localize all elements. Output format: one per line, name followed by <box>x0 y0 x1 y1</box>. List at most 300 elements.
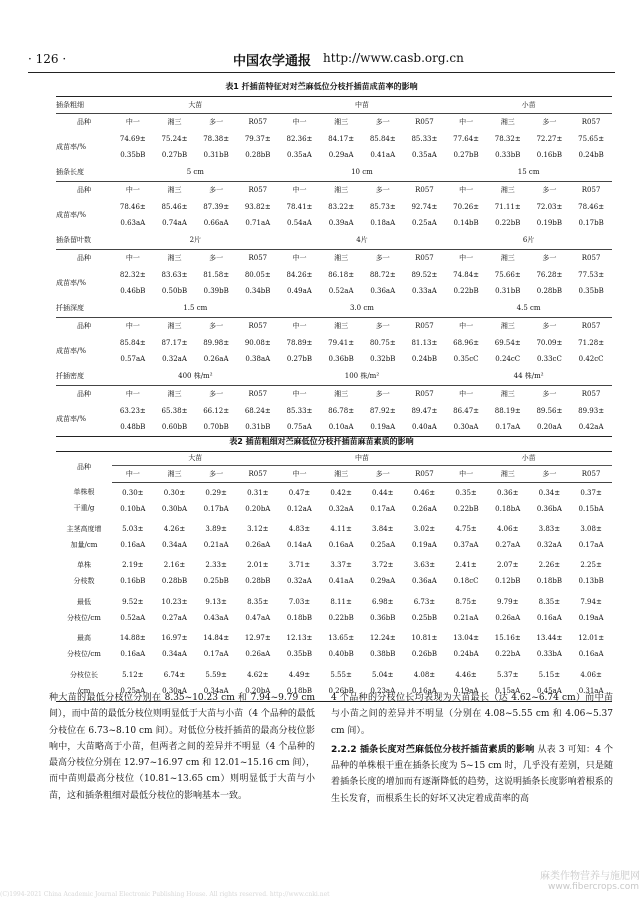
row-label-line: 分枝位/cm <box>67 650 101 659</box>
sd-value: 0.34bB <box>245 287 271 295</box>
section-heading: 2.2.2 插条长度对苎麻低位分枝扦插苗素质的影响 <box>331 744 535 755</box>
data-row <box>56 403 612 437</box>
variety-name: 中一 <box>445 466 487 483</box>
mean-value: 3.37± <box>330 561 352 570</box>
group-subheader: 1.5 cm <box>112 301 279 318</box>
variety-name: 多一 <box>209 185 224 194</box>
data-cell <box>195 131 237 165</box>
data-cell <box>195 267 237 301</box>
sd-value: 0.35bB <box>286 650 313 659</box>
mean-value: 13.04± <box>453 634 480 643</box>
data-cell <box>195 629 237 666</box>
mean-value: 5.59± <box>205 670 227 679</box>
variety-name: 多一 <box>362 466 404 483</box>
mean-value: 79.41± <box>328 339 355 347</box>
sd-value: 0.16aA <box>120 650 146 659</box>
mean-value: 72.27± <box>536 135 563 143</box>
row-label: 品种 <box>77 185 91 194</box>
data-cell <box>404 267 446 301</box>
sd-value: 0.28bB <box>245 151 271 159</box>
sd-value: 0.75aA <box>287 422 312 431</box>
variety-name: 多一 <box>209 389 224 398</box>
mean-value: 72.03± <box>536 203 563 211</box>
data-cell <box>320 403 362 437</box>
sd-value: 0.29aA <box>328 151 354 159</box>
row-label: 品种 <box>77 389 91 398</box>
mean-value: 0.29± <box>205 488 227 497</box>
data-cell <box>404 519 446 556</box>
sd-value: 0.16aA <box>536 613 562 622</box>
variety-name: 中一 <box>125 321 140 330</box>
variety-name: 中一 <box>292 253 307 262</box>
mean-value: 66.12± <box>203 406 230 415</box>
sd-value: 0.25aA <box>412 219 437 227</box>
row-label-line: 单株 <box>77 561 91 570</box>
mean-value: 0.37± <box>580 488 602 497</box>
variety-name: 中一 <box>279 466 321 483</box>
data-cell <box>404 335 446 369</box>
data-cell <box>154 403 196 437</box>
variety-name: R057 <box>415 389 434 398</box>
sd-value: 0.16aA <box>578 650 604 659</box>
mean-value: 90.08± <box>244 339 271 347</box>
sd-value: 0.19aA <box>412 540 437 549</box>
data-cell <box>529 267 571 301</box>
group-subheader: 6片 <box>445 233 612 250</box>
mean-value: 4.11± <box>330 524 352 533</box>
mean-value: 3.63± <box>413 561 436 570</box>
data-cell <box>404 131 446 165</box>
sd-value: 0.37aA <box>453 540 479 549</box>
variety-name: 中一 <box>459 321 474 330</box>
group-subheader: 15 cm <box>445 165 612 182</box>
data-cell <box>112 556 154 593</box>
data-cell <box>279 131 321 165</box>
mean-value: 92.74± <box>411 203 438 211</box>
data-row <box>56 519 612 556</box>
sd-value: 0.26bB <box>411 650 438 659</box>
sd-value: 0.29aA <box>370 577 396 586</box>
data-cell <box>529 592 571 629</box>
row-label <box>56 483 112 520</box>
data-cell <box>445 556 487 593</box>
data-cell <box>320 629 362 666</box>
sd-value: 0.25bB <box>203 577 229 586</box>
data-cell <box>404 483 446 520</box>
mean-value: 70.26± <box>453 203 480 211</box>
data-cell <box>362 519 404 556</box>
data-cell <box>570 483 612 520</box>
variety-name: R057 <box>248 321 268 330</box>
running-header <box>28 50 615 73</box>
mean-value: 4.46± <box>455 670 477 679</box>
sd-value: 0.26aA <box>245 540 271 549</box>
sd-value: 0.26aA <box>203 355 229 363</box>
data-row <box>56 131 612 165</box>
variety-name: 中一 <box>125 117 140 126</box>
variety-row <box>56 250 612 267</box>
variety-name: R057 <box>581 321 601 330</box>
mean-value: 3.02± <box>413 524 436 533</box>
data-cell <box>237 199 279 233</box>
row-label <box>56 556 112 593</box>
group-title: 扦插密度 <box>56 369 112 386</box>
sd-value: 0.16aA <box>328 540 354 549</box>
sd-value: 0.35cC <box>453 355 479 363</box>
group-subheader: 3.0 cm <box>279 301 446 318</box>
row-label-line: 干重/g <box>73 504 95 513</box>
mean-value: 6.73± <box>413 597 436 606</box>
group-subheader: 5 cm <box>112 165 279 182</box>
variety-name: R057 <box>415 117 434 126</box>
variety-name: 多一 <box>542 117 557 126</box>
sd-value: 0.36bB <box>370 613 396 622</box>
data-row <box>56 592 612 629</box>
variety-name: 湘三 <box>167 117 182 126</box>
mean-value: 4.75± <box>455 524 477 533</box>
mean-value: 16.97± <box>161 634 188 643</box>
data-cell <box>237 335 279 369</box>
mean-value: 77.53± <box>578 271 605 279</box>
mean-value: 89.93± <box>578 406 605 415</box>
data-cell <box>362 556 404 593</box>
mean-value: 78.46± <box>119 203 146 211</box>
variety-name: R057 <box>248 117 268 126</box>
data-row <box>56 199 612 233</box>
data-cell <box>404 592 446 629</box>
variety-name: 中一 <box>112 466 154 483</box>
mean-value: 4.62± <box>247 670 269 679</box>
data-cell <box>487 199 529 233</box>
data-cell <box>279 592 321 629</box>
variety-name: 多一 <box>209 253 224 262</box>
sd-value: 0.27aA <box>495 540 521 549</box>
mean-value: 3.12± <box>247 524 269 533</box>
data-cell <box>362 629 404 666</box>
variety-name: 湘三 <box>167 321 182 330</box>
variety-name: 中一 <box>125 389 140 398</box>
group-subheader: 2片 <box>112 233 279 250</box>
sd-value: 0.33bB <box>495 151 521 159</box>
sd-value: 0.47aA <box>245 613 271 622</box>
variety-name: R057 <box>581 117 601 126</box>
paragraph: 种大苗的最低分枝位分别在 8.35~10.23 cm 和 7.94~9.79 cm 间），而中苗的最低分枝位则明显低于大苗与小苗（4 个品种的最低分枝位在 6.73~8.10 cm 间）。对低位分枝扦插苗的最高分枝位影响中，大苗略高于小苗，但两者之间的差异并不明显（4 个品种的最高分枝位分别在 12.97~16.97 cm 和 12.01~15.16 cm 间），而中苗则最高分枝位（10.81~13.65 cm）则明显低于大苗与小苗，这和插条粗细对最低分枝位的影响基本一致。 <box>49 693 315 801</box>
data-cell <box>362 483 404 520</box>
mean-value: 2.01± <box>247 561 269 570</box>
sd-value: 0.13bB <box>578 577 604 586</box>
sd-value: 0.25aA <box>370 540 396 549</box>
variety-name: 多一 <box>542 253 557 262</box>
group-subheader: 100 株/m² <box>279 369 446 386</box>
sd-value: 0.31bB <box>495 287 521 295</box>
sd-value: 0.48bB <box>120 422 146 431</box>
variety-name: 湘三 <box>500 321 515 330</box>
sd-value: 0.39aA <box>328 219 354 227</box>
sd-value: 0.25bB <box>411 613 438 622</box>
watermark-title: 麻类作物营养与施肥网 <box>540 871 640 882</box>
mean-value: 7.94± <box>580 597 602 606</box>
mean-value: 10.81± <box>411 634 438 643</box>
data-cell <box>279 519 321 556</box>
sd-value: 0.20aA <box>536 422 562 431</box>
sd-value: 0.30aA <box>453 422 479 431</box>
sd-value: 0.32aA <box>536 540 562 549</box>
data-cell <box>279 199 321 233</box>
sd-value: 0.45aA <box>536 686 562 695</box>
variety-name: R057 <box>248 389 268 398</box>
variety-name: 湘三 <box>154 466 196 483</box>
row-label-line: 分枝数 <box>73 577 95 586</box>
variety-row <box>56 182 612 199</box>
mean-value: 89.56± <box>536 406 563 415</box>
mean-value: 65.38± <box>161 406 188 415</box>
sd-value: 0.23aA <box>370 686 396 695</box>
mean-value: 71.11± <box>494 203 521 211</box>
sd-value: 0.16bB <box>120 577 146 586</box>
data-cell <box>154 267 196 301</box>
mean-value: 0.47± <box>288 488 311 497</box>
data-row <box>56 335 612 369</box>
variety-name: 多一 <box>529 466 571 483</box>
sd-value: 0.36bB <box>328 355 354 363</box>
mean-value: 78.46± <box>578 203 605 211</box>
data-cell <box>279 267 321 301</box>
mean-value: 2.26± <box>538 561 561 570</box>
data-cell <box>279 556 321 593</box>
variety-name: 多一 <box>542 185 557 194</box>
sd-value: 0.20bA <box>245 686 271 695</box>
variety-row <box>56 318 612 335</box>
sd-value: 0.18bA <box>495 504 521 513</box>
data-cell <box>154 335 196 369</box>
variety-name: 多一 <box>375 185 390 194</box>
mean-value: 81.13± <box>411 339 438 347</box>
mean-value: 12.24± <box>369 634 396 643</box>
mean-value: 81.58± <box>203 271 230 279</box>
sd-value: 0.31aA <box>578 686 604 695</box>
sd-value: 0.27bB <box>161 151 188 159</box>
data-cell <box>445 335 487 369</box>
data-cell <box>404 403 446 437</box>
variety-name: 多一 <box>209 321 224 330</box>
variety-name: R057 <box>415 321 434 330</box>
data-cell <box>320 592 362 629</box>
data-cell <box>279 483 321 520</box>
sd-value: 0.66aA <box>203 219 229 227</box>
sd-value: 0.19aA <box>453 686 479 695</box>
data-cell <box>487 556 529 593</box>
data-cell <box>237 403 279 437</box>
data-cell <box>112 199 154 233</box>
mean-value: 84.17± <box>328 135 355 143</box>
mean-value: 7.03± <box>288 597 311 606</box>
sd-value: 0.31bB <box>245 422 271 431</box>
sd-value: 0.24bB <box>578 151 604 159</box>
sd-value: 0.17aA <box>370 504 396 513</box>
variety-name: R057 <box>415 253 434 262</box>
data-cell <box>320 335 362 369</box>
variety-name: R057 <box>581 185 601 194</box>
paragraph: 4 个品种的分枝位长均表现为大苗最长（达 4.62~6.74 cm）而中苗与小苗之间的差异并不明显（分别在 4.08~5.55 cm 和 4.06~5.37 cm 间）。 <box>331 693 613 736</box>
data-cell <box>320 556 362 593</box>
mean-value: 75.24± <box>161 135 188 143</box>
body-text-right <box>331 690 613 807</box>
mean-value: 8.11± <box>330 597 352 606</box>
mean-value: 85.46± <box>161 203 188 211</box>
sd-value: 0.21aA <box>203 540 229 549</box>
variety-name: R057 <box>248 253 268 262</box>
mean-value: 80.05± <box>244 271 271 279</box>
sd-value: 0.27bB <box>453 151 479 159</box>
sd-value: 0.10aA <box>328 422 354 431</box>
variety-name: 中一 <box>292 117 307 126</box>
variety-name: R057 <box>581 389 601 398</box>
data-row <box>56 556 612 593</box>
sd-value: 0.35aA <box>412 151 437 159</box>
sd-value: 0.18cC <box>453 577 479 586</box>
variety-name: 中一 <box>292 185 307 194</box>
mean-value: 14.88± <box>119 634 146 643</box>
sd-value: 0.40bB <box>328 650 354 659</box>
row-label-line: 分枝位/cm <box>67 613 101 622</box>
group-title: 插条留叶数 <box>56 233 112 250</box>
sd-value: 0.46bB <box>120 287 146 295</box>
data-cell <box>237 556 279 593</box>
sd-value: 0.34aA <box>162 540 187 549</box>
sd-value: 0.24bA <box>453 650 479 659</box>
mean-value: 87.17± <box>161 339 188 347</box>
sd-value: 0.33aA <box>412 287 437 295</box>
sd-value: 0.26bB <box>328 686 354 695</box>
row-label: 品种 <box>77 321 91 330</box>
mean-value: 4.49± <box>288 670 311 679</box>
mean-value: 2.19± <box>122 561 144 570</box>
data-cell <box>529 131 571 165</box>
mean-value: 68.24± <box>244 406 271 415</box>
data-cell <box>237 483 279 520</box>
variety-name: 中一 <box>292 321 307 330</box>
variety-name: 多一 <box>542 321 557 330</box>
mean-value: 77.64± <box>453 135 480 143</box>
mean-value: 85.33± <box>286 406 313 415</box>
data-cell <box>112 267 154 301</box>
sd-value: 0.12aA <box>287 504 312 513</box>
mean-value: 0.31± <box>247 488 269 497</box>
row-label-line: 分枝位长 <box>70 670 98 679</box>
sd-value: 0.34aA <box>203 686 229 695</box>
sd-value: 0.28bB <box>161 577 188 586</box>
sd-value: 0.60bB <box>161 422 188 431</box>
data-cell <box>404 199 446 233</box>
data-cell <box>112 131 154 165</box>
mean-value: 74.69± <box>119 135 146 143</box>
sd-value: 0.28bB <box>245 577 271 586</box>
mean-value: 75.66± <box>494 271 521 279</box>
sd-value: 0.26aA <box>495 613 521 622</box>
sd-value: 0.14aA <box>287 540 312 549</box>
data-cell <box>112 592 154 629</box>
mean-value: 85.84± <box>119 339 146 347</box>
sd-value: 0.16aA <box>412 686 437 695</box>
data-cell <box>529 556 571 593</box>
data-cell <box>445 629 487 666</box>
sd-value: 0.15aA <box>495 686 521 695</box>
mean-value: 6.74± <box>163 670 186 679</box>
sd-value: 0.26aA <box>412 504 437 513</box>
sd-value: 0.26aA <box>245 650 271 659</box>
mean-value: 89.47± <box>411 406 438 415</box>
variety-name: 中一 <box>125 253 140 262</box>
sd-value: 0.38bB <box>370 650 396 659</box>
variety-name: 中一 <box>459 117 474 126</box>
variety-name: 多一 <box>375 253 390 262</box>
mean-value: 2.41± <box>455 561 477 570</box>
mean-value: 0.36± <box>497 488 519 497</box>
table2-caption: 表2 插苗粗细对苎麻低位分枝扦插苗麻苗素质的影响 <box>229 437 414 446</box>
page-number: · 126 · <box>28 52 67 66</box>
sd-value: 0.41aA <box>370 151 396 159</box>
mean-value: 83.22± <box>328 203 355 211</box>
sd-value: 0.57aA <box>120 355 146 363</box>
mean-value: 93.82± <box>244 203 271 211</box>
data-cell <box>404 556 446 593</box>
data-cell <box>487 267 529 301</box>
mean-value: 6.98± <box>372 597 394 606</box>
sd-value: 0.52aA <box>328 287 354 295</box>
data-cell <box>445 483 487 520</box>
group-subheader: 10 cm <box>279 165 446 182</box>
data-cell <box>529 483 571 520</box>
mean-value: 68.96± <box>453 339 480 347</box>
variety-name: 中一 <box>125 185 140 194</box>
row-label-line: 单株根 <box>73 488 95 497</box>
sd-value: 0.28bB <box>536 287 562 295</box>
variety-name: 多一 <box>195 466 237 483</box>
sd-value: 0.30bA <box>161 504 188 513</box>
data-cell <box>237 592 279 629</box>
data-cell <box>529 403 571 437</box>
mean-value: 88.19± <box>494 406 521 415</box>
data-cell <box>487 519 529 556</box>
mean-value: 89.52± <box>411 271 438 279</box>
group-header-row <box>56 369 612 386</box>
group-subheader: 4.5 cm <box>445 301 612 318</box>
sd-value: 0.35aA <box>287 151 312 159</box>
data-cell <box>154 199 196 233</box>
data-cell <box>487 629 529 666</box>
row-label-line: 加量/cm <box>70 540 98 549</box>
group-subheader: 4片 <box>279 233 446 250</box>
sd-value: 0.18bB <box>286 613 313 622</box>
journal-url-link[interactable]: http://www.casb.org.cn <box>323 51 464 65</box>
variety-name: R057 <box>415 185 434 194</box>
sd-value: 0.22bB <box>328 613 354 622</box>
data-cell <box>404 629 446 666</box>
sd-value: 0.30aA <box>162 686 187 695</box>
sd-value: 0.16bB <box>536 151 562 159</box>
sd-value: 0.32aA <box>328 504 354 513</box>
variety-name: 中一 <box>459 253 474 262</box>
mean-value: 71.28± <box>578 339 605 347</box>
watermark-url: www.fibercrops.com <box>548 882 639 892</box>
variety-name: 中一 <box>292 389 307 398</box>
sd-value: 0.43aA <box>203 613 229 622</box>
mean-value: 13.44± <box>536 634 563 643</box>
mean-value: 12.97± <box>244 634 271 643</box>
group-header-row <box>56 165 612 182</box>
sd-value: 0.22bB <box>453 504 479 513</box>
group-title: 插条粗细 <box>56 97 112 114</box>
